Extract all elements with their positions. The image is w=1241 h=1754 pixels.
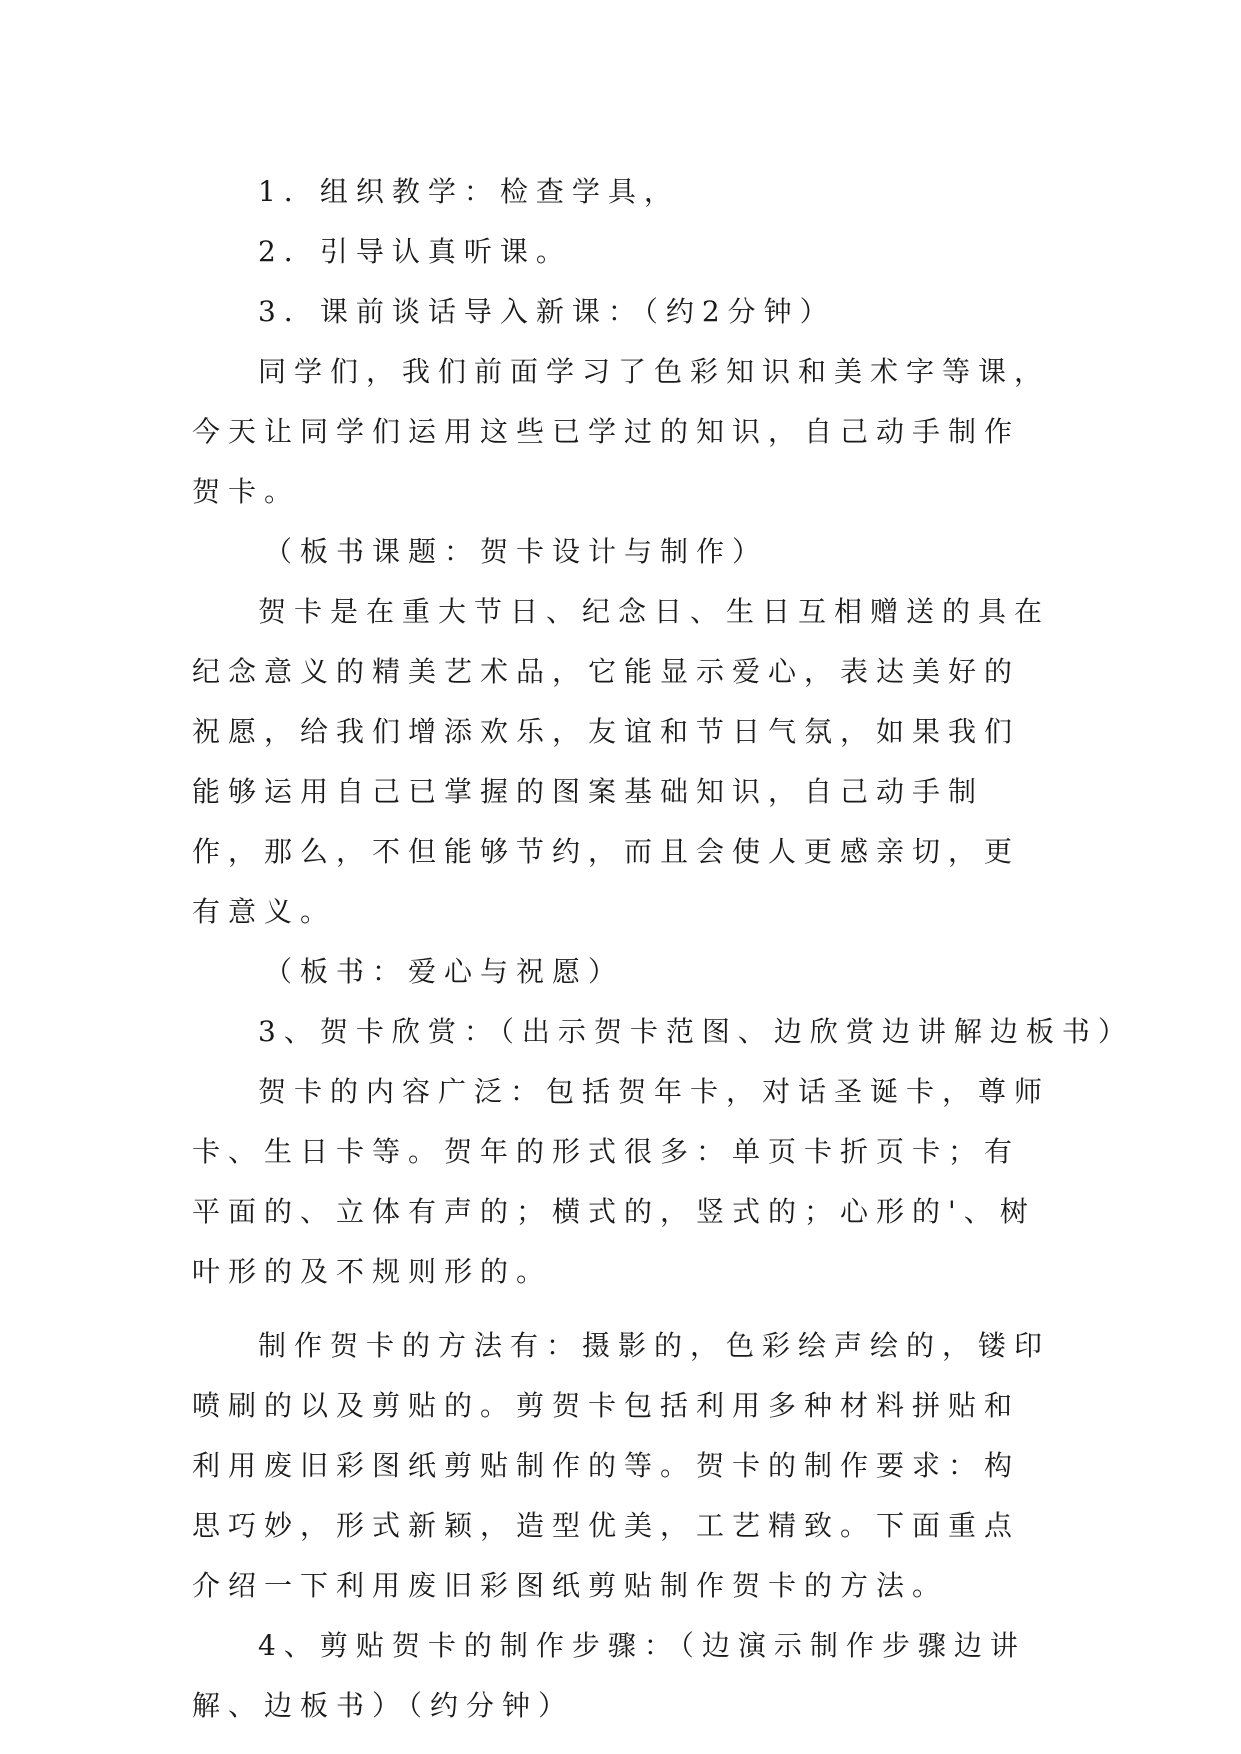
paragraph-card-appreciation: 3、贺卡欣赏：（出示贺卡范图、边欣赏边讲解边板书） — [258, 1015, 1134, 1048]
paragraph-intro-talk: 3．课前谈话导入新课：（约2分钟） — [258, 295, 836, 328]
document-body — [192, 162, 1134, 1736]
paragraph-board-title: （板书课题：贺卡设计与制作） — [264, 535, 769, 568]
paragraph-organize-teaching: 1．组织教学：检查学具， — [258, 175, 680, 208]
paragraph-intro-speech: 同学们，我们前面学习了色彩知识和美术字等课，今天让同学们运用这些已学过的知识，自己动手制作贺卡。 — [192, 355, 1051, 508]
paragraph-card-content: 贺卡的内容广泛：包括贺年卡，对话圣诞卡，尊师卡、生日卡等。贺年的形式很多：单页卡折页卡；有平面的、立体有声的；横式的，竖式的；心形的'、树叶形的及不规则形的。 — [192, 1075, 1051, 1288]
paragraph-guide-listening: 2．引导认真听课。 — [258, 235, 572, 268]
paragraph-card-methods: 制作贺卡的方法有：摄影的，色彩绘声绘的，镂印喷刷的以及剪贴的。剪贺卡包括利用多种材料拼贴和利用废旧彩图纸剪贴制作的等。贺卡的制作要求：构思巧妙，形式新颖，造型优美，工艺精致。下面重点介绍一下利用废旧彩图纸剪贴制作贺卡的方法。 — [192, 1329, 1051, 1602]
paragraph-card-meaning: 贺卡是在重大节日、纪念日、生日互相赠送的具在纪念意义的精美艺术品，它能显示爱心，表达美好的祝愿，给我们增添欢乐，友谊和节日气氛，如果我们能够运用自己已掌握的图案基础知识，自己动手制作，那么，不但能够节约，而且会使人更感亲切，更有意义。 — [192, 595, 1051, 928]
paragraph-steps: 4、剪贴贺卡的制作步骤：（边演示制作步骤边讲解、边板书）（约分钟） — [192, 1629, 1026, 1722]
paragraph-board-love: （板书：爱心与祝愿） — [264, 955, 625, 988]
